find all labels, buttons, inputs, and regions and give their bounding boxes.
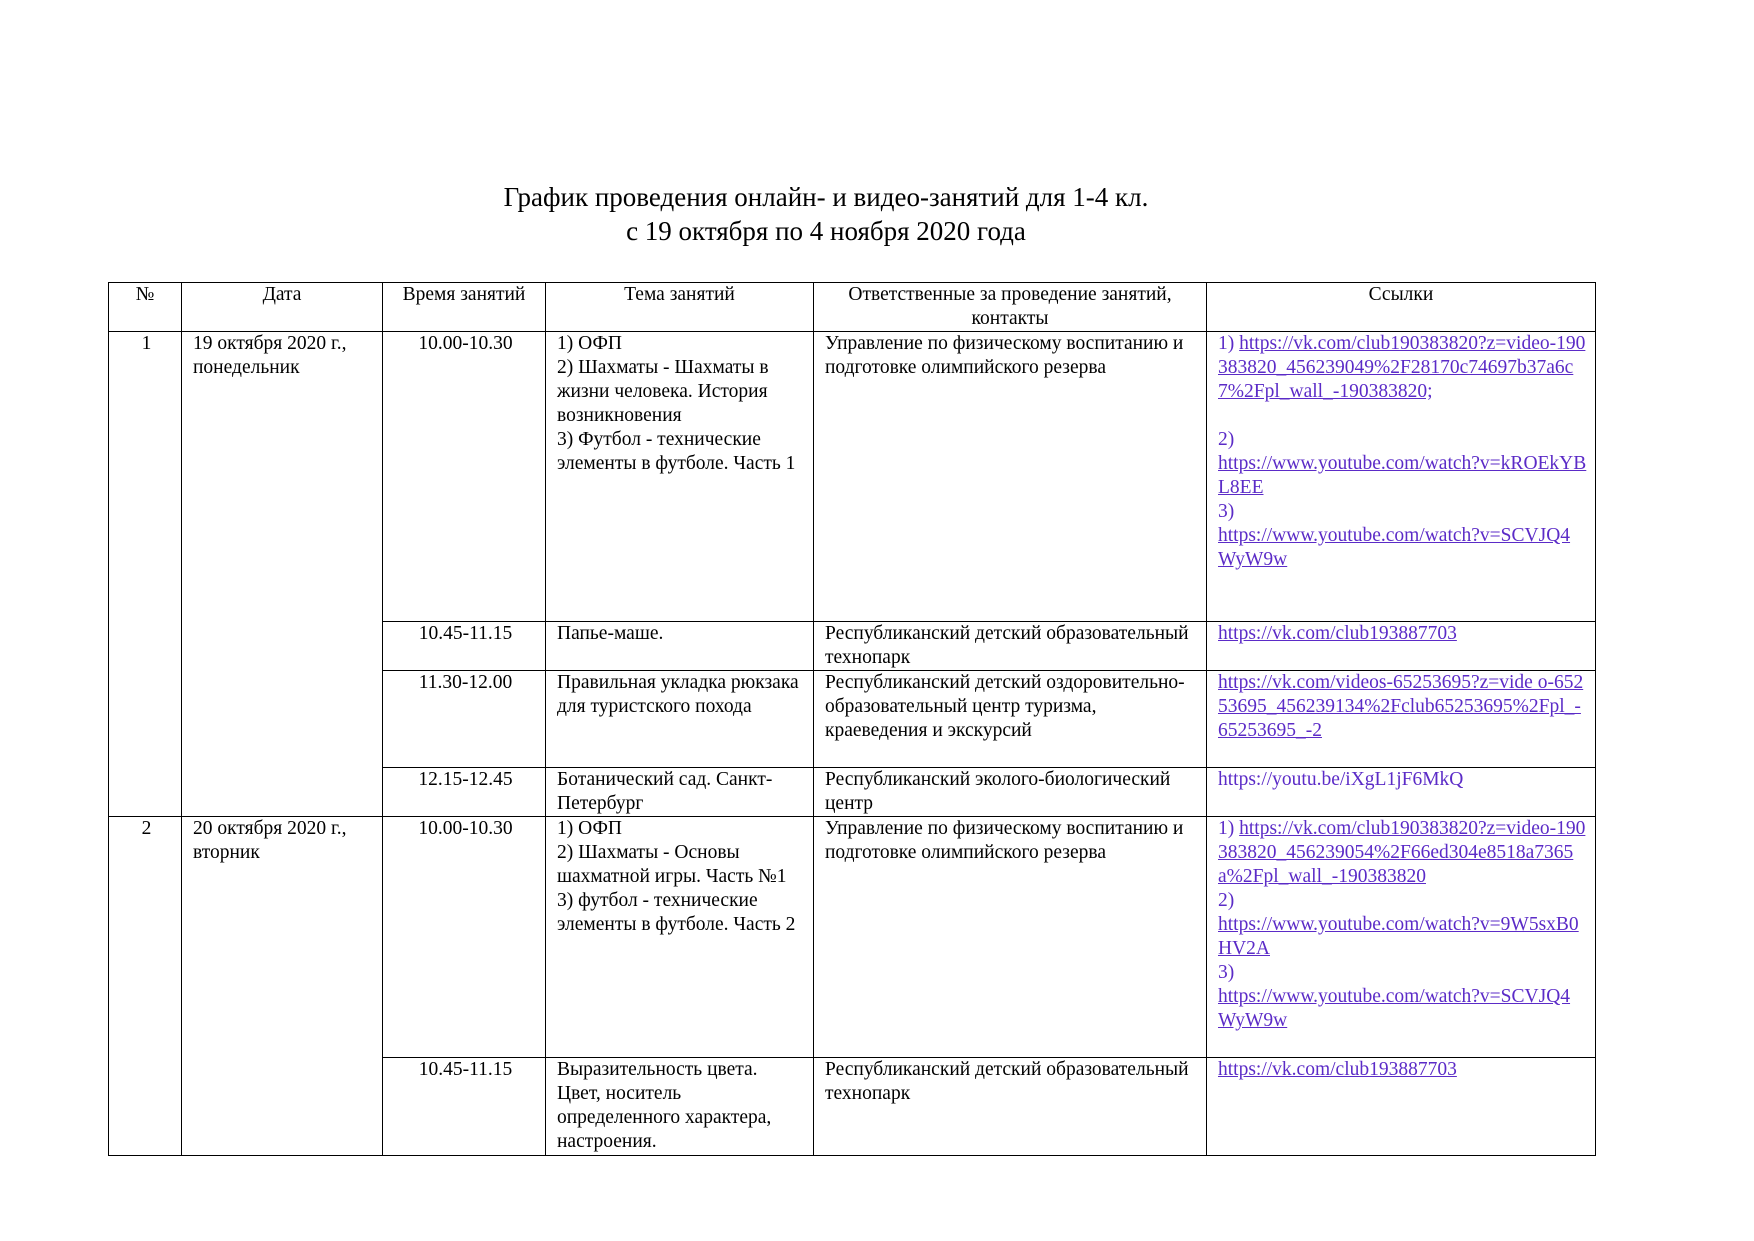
link-prefix: 3) <box>1218 962 1235 983</box>
session-time: 10.45-11.15 <box>383 1058 546 1156</box>
header-time: Время занятий <box>383 283 546 332</box>
session-links <box>1207 332 1596 622</box>
topic-line: Папье-маше. <box>557 623 664 644</box>
video-link[interactable]: https://vk.com/club193887703 <box>1218 623 1457 644</box>
topic-line: 1) ОФП <box>557 818 622 839</box>
video-link-text[interactable]: https://youtu.be/iXgL1jF6MkQ <box>1218 769 1464 790</box>
topic-line: Ботанический сад. Санкт-Петербург <box>557 769 773 814</box>
title-line-1: График проведения онлайн- и видео-занятий для 1-4 кл. <box>503 182 1149 212</box>
table-row <box>109 332 1596 622</box>
session-time: 10.00-10.30 <box>383 332 546 622</box>
link-prefix: 2) <box>1218 429 1235 450</box>
video-link[interactable]: https://www.youtube.com/watch?v=SCVJQ4WyW9w <box>1218 525 1571 570</box>
topic-line: 3) футбол - технические элементы в футболе. Часть 2 <box>557 890 796 935</box>
link-item <box>1218 500 1587 572</box>
link-item <box>1218 428 1587 500</box>
document-title <box>0 180 1652 248</box>
header-topic: Тема занятий <box>546 283 814 332</box>
session-links <box>1207 768 1596 817</box>
session-time: 10.00-10.30 <box>383 817 546 1058</box>
link-item <box>1218 961 1587 1033</box>
session-responsible <box>814 671 1207 768</box>
weekday-text: понедельник <box>193 357 300 378</box>
link-prefix: 3) <box>1218 501 1235 522</box>
session-topic <box>546 768 814 817</box>
header-date: Дата <box>182 283 383 332</box>
responsible-line: краеведения и экскурсий <box>825 720 1032 741</box>
session-links <box>1207 671 1596 768</box>
responsible-line: Республиканский детский оздоровительно-образовательный центр туризма, <box>825 672 1185 717</box>
day-number: 1 <box>109 332 182 817</box>
title-line-2: с 19 октября по 4 ноября 2020 года <box>626 216 1026 246</box>
session-topic <box>546 671 814 768</box>
header-num: № <box>109 283 182 332</box>
video-link[interactable]: https://vk.com/club193887703 <box>1218 1059 1457 1080</box>
session-topic <box>546 332 814 622</box>
date-text: 19 октября 2020 г., <box>193 333 347 354</box>
session-time: 12.15-12.45 <box>383 768 546 817</box>
session-topic <box>546 1058 814 1156</box>
weekday-text: вторник <box>193 842 260 863</box>
day-number: 2 <box>109 817 182 1156</box>
video-link[interactable]: https://www.youtube.com/watch?v=9W5sxB0HV2A <box>1218 914 1579 959</box>
header-responsible: Ответственные за проведение занятий, контакты <box>814 283 1207 332</box>
link-prefix: 1) <box>1218 818 1240 839</box>
session-topic <box>546 622 814 671</box>
link-prefix: 1) <box>1218 333 1240 354</box>
table-header-row <box>109 283 1596 332</box>
session-responsible: Управление по физическому воспитанию и подготовке олимпийского резерва <box>814 332 1207 622</box>
session-responsible: Республиканский детский образовательный технопарк <box>814 1058 1207 1156</box>
topic-line: 2) Шахматы - Шахматы в жизни человека. История возникновения <box>557 357 769 426</box>
day-date <box>182 332 383 817</box>
topic-line: Выразительность цвета. Цвет, носитель определенного характера, настроения. <box>557 1059 772 1152</box>
topic-line: Правильная укладка рюкзака для туристского похода <box>557 672 799 717</box>
date-text: 20 октября 2020 г., <box>193 818 347 839</box>
session-responsible: Республиканский эколого-биологический центр <box>814 768 1207 817</box>
session-responsible: Управление по физическому воспитанию и подготовке олимпийского резерва <box>814 817 1207 1058</box>
video-link[interactable]: https://www.youtube.com/watch?v=kROEkYBL8EE <box>1218 453 1587 498</box>
session-links <box>1207 1058 1596 1156</box>
topic-line: 2) Шахматы - Основы шахматной игры. Часть №1 <box>557 842 787 887</box>
link-item <box>1218 817 1587 889</box>
session-responsible: Республиканский детский образовательный технопарк <box>814 622 1207 671</box>
link-item <box>1218 889 1587 961</box>
session-time: 10.45-11.15 <box>383 622 546 671</box>
table-row <box>109 817 1596 1058</box>
video-link[interactable]: https://vk.com/club190383820?z=video-190383820_456239049%2F28170c74697b37a6c7%2Fpl_wall_-190383820; <box>1218 333 1586 402</box>
topic-line: 1) ОФП <box>557 333 622 354</box>
video-link[interactable]: https://vk.com/club190383820?z=video-190383820_456239054%2F66ed304e8518a7365a%2Fpl_wall_-190383820 <box>1218 818 1586 887</box>
day-date <box>182 817 383 1156</box>
video-link[interactable]: https://vk.com/videos-65253695?z=vide o-65253695_456239134%2Fclub65253695%2Fpl_-65253695_-2 <box>1218 672 1584 741</box>
link-item <box>1218 332 1587 404</box>
session-links <box>1207 817 1596 1058</box>
topic-line: 3) Футбол - технические элементы в футболе. Часть 1 <box>557 429 796 474</box>
link-prefix: 2) <box>1218 890 1235 911</box>
session-topic <box>546 817 814 1058</box>
header-links: Ссылки <box>1207 283 1596 332</box>
session-links <box>1207 622 1596 671</box>
schedule-table <box>108 282 1596 1156</box>
session-time: 11.30-12.00 <box>383 671 546 768</box>
video-link[interactable]: https://www.youtube.com/watch?v=SCVJQ4WyW9w <box>1218 986 1571 1031</box>
